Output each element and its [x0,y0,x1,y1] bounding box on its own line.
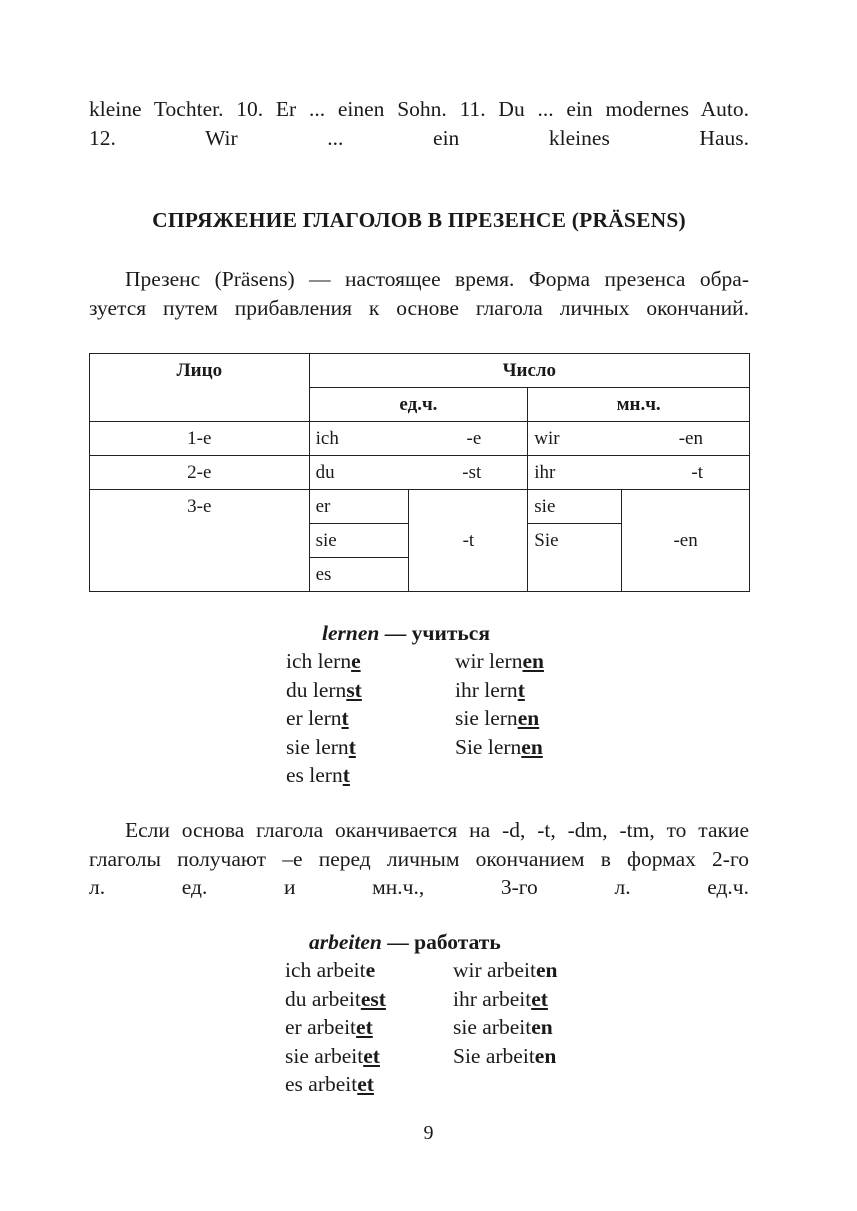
example-lernen-singular [286,647,362,790]
example-lernen-title [322,619,490,647]
ending: -t [691,461,703,483]
pronoun-cell: sie [528,490,622,524]
verb: lernen [322,621,380,645]
section-heading: СПРЯЖЕНИЕ ГЛАГОЛОВ В ПРЕЗЕНСЕ (PRÄSENS) [152,208,686,232]
singular-cell [309,422,528,456]
plural-ending-cell: -en [622,490,750,592]
example-lernen-plural [455,647,544,761]
form-line: es lernt [286,763,350,787]
example-arbeiten-singular [285,956,386,1099]
pronoun-cell: sie [309,524,409,558]
form-line: ihr lernt [455,677,525,702]
example-arbeiten-title [309,928,501,956]
translation: учиться [411,621,490,645]
form-line: er lernt [286,706,349,730]
form-line: sie arbeitet [285,1043,380,1068]
person-cell: 3-е [90,490,310,592]
dash: — [379,621,412,645]
person-cell: 1-е [90,422,310,456]
plural-cell [528,422,750,456]
form-line: du arbeitest [285,986,386,1011]
verb: arbeiten [309,930,382,954]
person-cell: 2-е [90,456,310,490]
intro-line-2: 12. Wir ... ein kleines Haus. [89,125,749,150]
form-line: ich arbeite [285,958,376,982]
form-line: es arbeitet [285,1072,374,1096]
form-line: sie lernen [455,706,540,730]
ending: -e [466,427,482,449]
header-person: Лицо [90,354,310,422]
form-line: wir arbeiten [453,958,558,982]
table-row [90,456,750,490]
intro-paragraph [89,95,749,152]
header-number: Число [309,354,749,388]
rule-line-2: глаголы получают –е перед личным окончанием в формах 2-го [89,846,749,871]
form-line: sie lernt [286,734,356,759]
form-line: sie arbeiten [453,1015,553,1039]
table-row [90,490,750,524]
ending: -en [678,427,703,449]
rule-paragraph [89,816,749,902]
pronoun-cell: es [309,558,409,592]
header-singular: ед.ч. [309,388,528,422]
plural-cell [528,456,750,490]
pronoun-cell: er [309,490,409,524]
rule-line-3: л. ед. и мн.ч., 3-го л. ед.ч. [89,875,749,899]
form-line: ich lerne [286,649,361,673]
dash: — [381,930,415,954]
page-number: 9 [423,1122,434,1144]
intro-line-1: kleine Tochter. 10. Er ... einen Sohn. 11. Du ... ein modernes Auto. [89,97,749,121]
form-line: Sie lernen [455,734,543,759]
header-plural: мн.ч. [528,388,750,422]
pronoun: ihr [534,461,556,483]
definition-paragraph [89,265,749,322]
table-row [90,422,750,456]
form-line: wir lernen [455,649,544,673]
definition-line-2: зуется путем прибавления к основе глагола личных окончаний. [89,295,749,320]
translation: работать [414,930,501,954]
form-line: du lernst [286,677,362,702]
pronoun: du [315,461,335,483]
form-line: Sie arbeiten [453,1043,557,1068]
pronoun-cell: Sie [528,524,622,592]
conjugation-table [89,353,750,592]
definition-line-1: Презенс (Präsens) — настоящее время. Форма презенса обра- [125,267,749,291]
form-line: ihr arbeitet [453,986,548,1011]
pronoun: wir [534,427,560,449]
singular-ending-cell: -t [409,490,528,592]
singular-cell [309,456,528,490]
pronoun: ich [315,427,339,449]
rule-line-1: Если основа глагола оканчивается на -d, -t, -dm, -tm, то такие [125,818,749,842]
form-line: er arbeitet [285,1015,373,1039]
example-arbeiten-plural [453,956,557,1070]
ending: -st [462,461,482,483]
